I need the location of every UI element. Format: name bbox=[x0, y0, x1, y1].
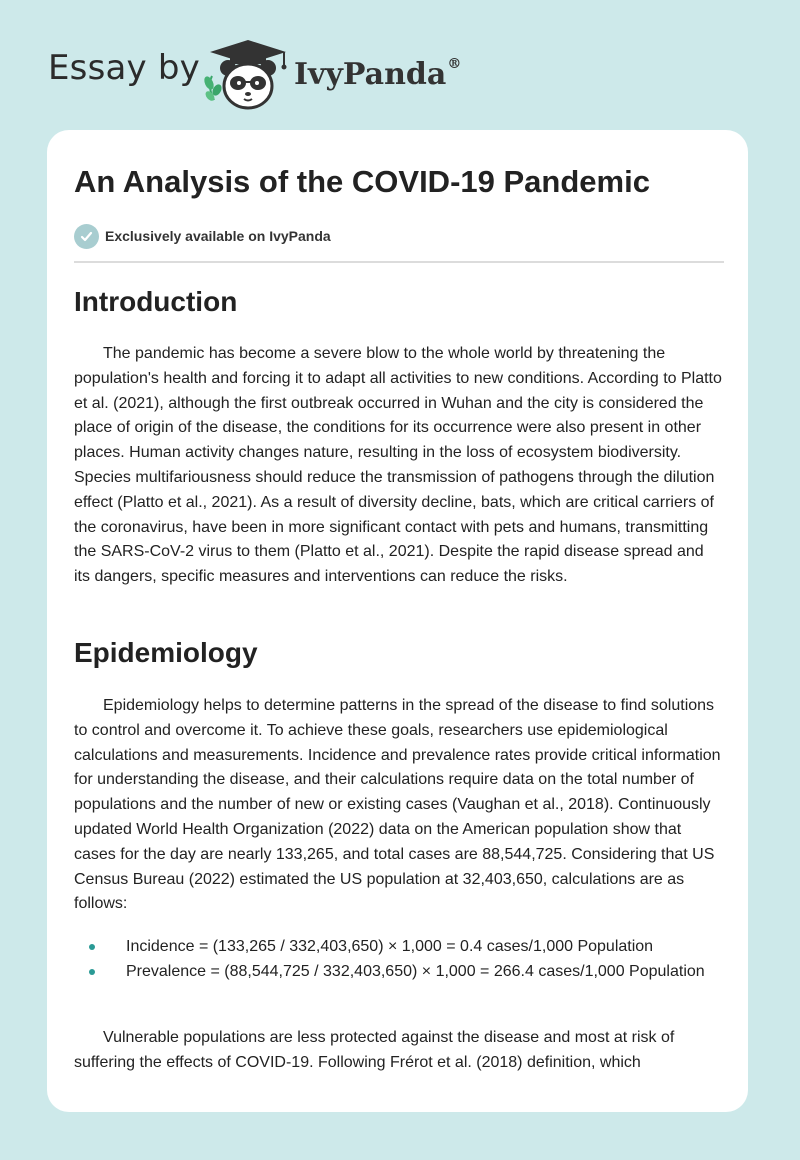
divider bbox=[74, 261, 724, 263]
article-card bbox=[47, 130, 748, 1112]
section-heading-introduction: Introduction bbox=[74, 286, 238, 317]
check-icon bbox=[74, 224, 99, 249]
introduction-paragraph: The pandemic has become a severe blow to the whole world by threatening the population's health and forcing it to adapt all activities to new conditions. According to Platto et al. (2021), although the first outbreak occurred in Wuhan and the city is considered the place of origin of the disease, the conditions for its occurrence were also present in other places. Human activity changes nature, resulting in the loss of ecosystem biodiversity. Species multifariousness should reduce the transmission of pathogens through the dilution effect (Platto et al., 2021). As a result of diversity decline, bats, which are critical carriers of the coronavirus, have been in more significant contact with pets and humans, transmitting the SARS-CoV-2 virus to them (Platto et al., 2021). Despite the rapid disease spread and its dangers, specific measures and interventions can reduce the risks. bbox=[74, 345, 722, 586]
brand-name: IvyPanda® bbox=[294, 56, 462, 92]
article-title: An Analysis of the COVID-19 Pandemic bbox=[74, 164, 650, 199]
list-item: Prevalence = (88,544,725 / 332,403,650) × 1,000 = 266.4 cases/1,000 Population bbox=[74, 960, 724, 985]
calculation-list bbox=[74, 935, 724, 985]
list-item: Incidence = (133,265 / 332,403,650) × 1,000 = 0.4 cases/1,000 Population bbox=[74, 935, 724, 960]
badge-text: Exclusively available on IvyPanda bbox=[105, 228, 331, 244]
exclusive-badge bbox=[74, 223, 331, 249]
epidemiology-paragraph: Epidemiology helps to determine patterns in the spread of the disease to find solutions to control and overcome it. To achieve these goals, researchers use epidemiological calculations and measurements. Incidence and prevalence rates provide critical information for understanding the disease, and their calculations require data on the total number of populations and the number of new or existing cases (Vaughan et al., 2018). Continuously updated World Health Organization (2022) data on the American population show that cases for the day are nearly 133,265, and total cases are 88,544,725. Considering that US Census Bureau (2022) estimated the US population at 32,403,650, calculations are as follows: bbox=[74, 697, 721, 913]
brand-prefix: Essay by bbox=[48, 48, 200, 88]
vulnerable-populations-paragraph: Vulnerable populations are less protected against the disease and most at risk of suffering the effects of COVID-19. Following Frérot et al. (2018) definition, which bbox=[74, 1029, 675, 1071]
panda-graduate-icon bbox=[200, 38, 292, 110]
site-header bbox=[0, 0, 800, 120]
section-heading-epidemiology: Epidemiology bbox=[74, 637, 258, 668]
